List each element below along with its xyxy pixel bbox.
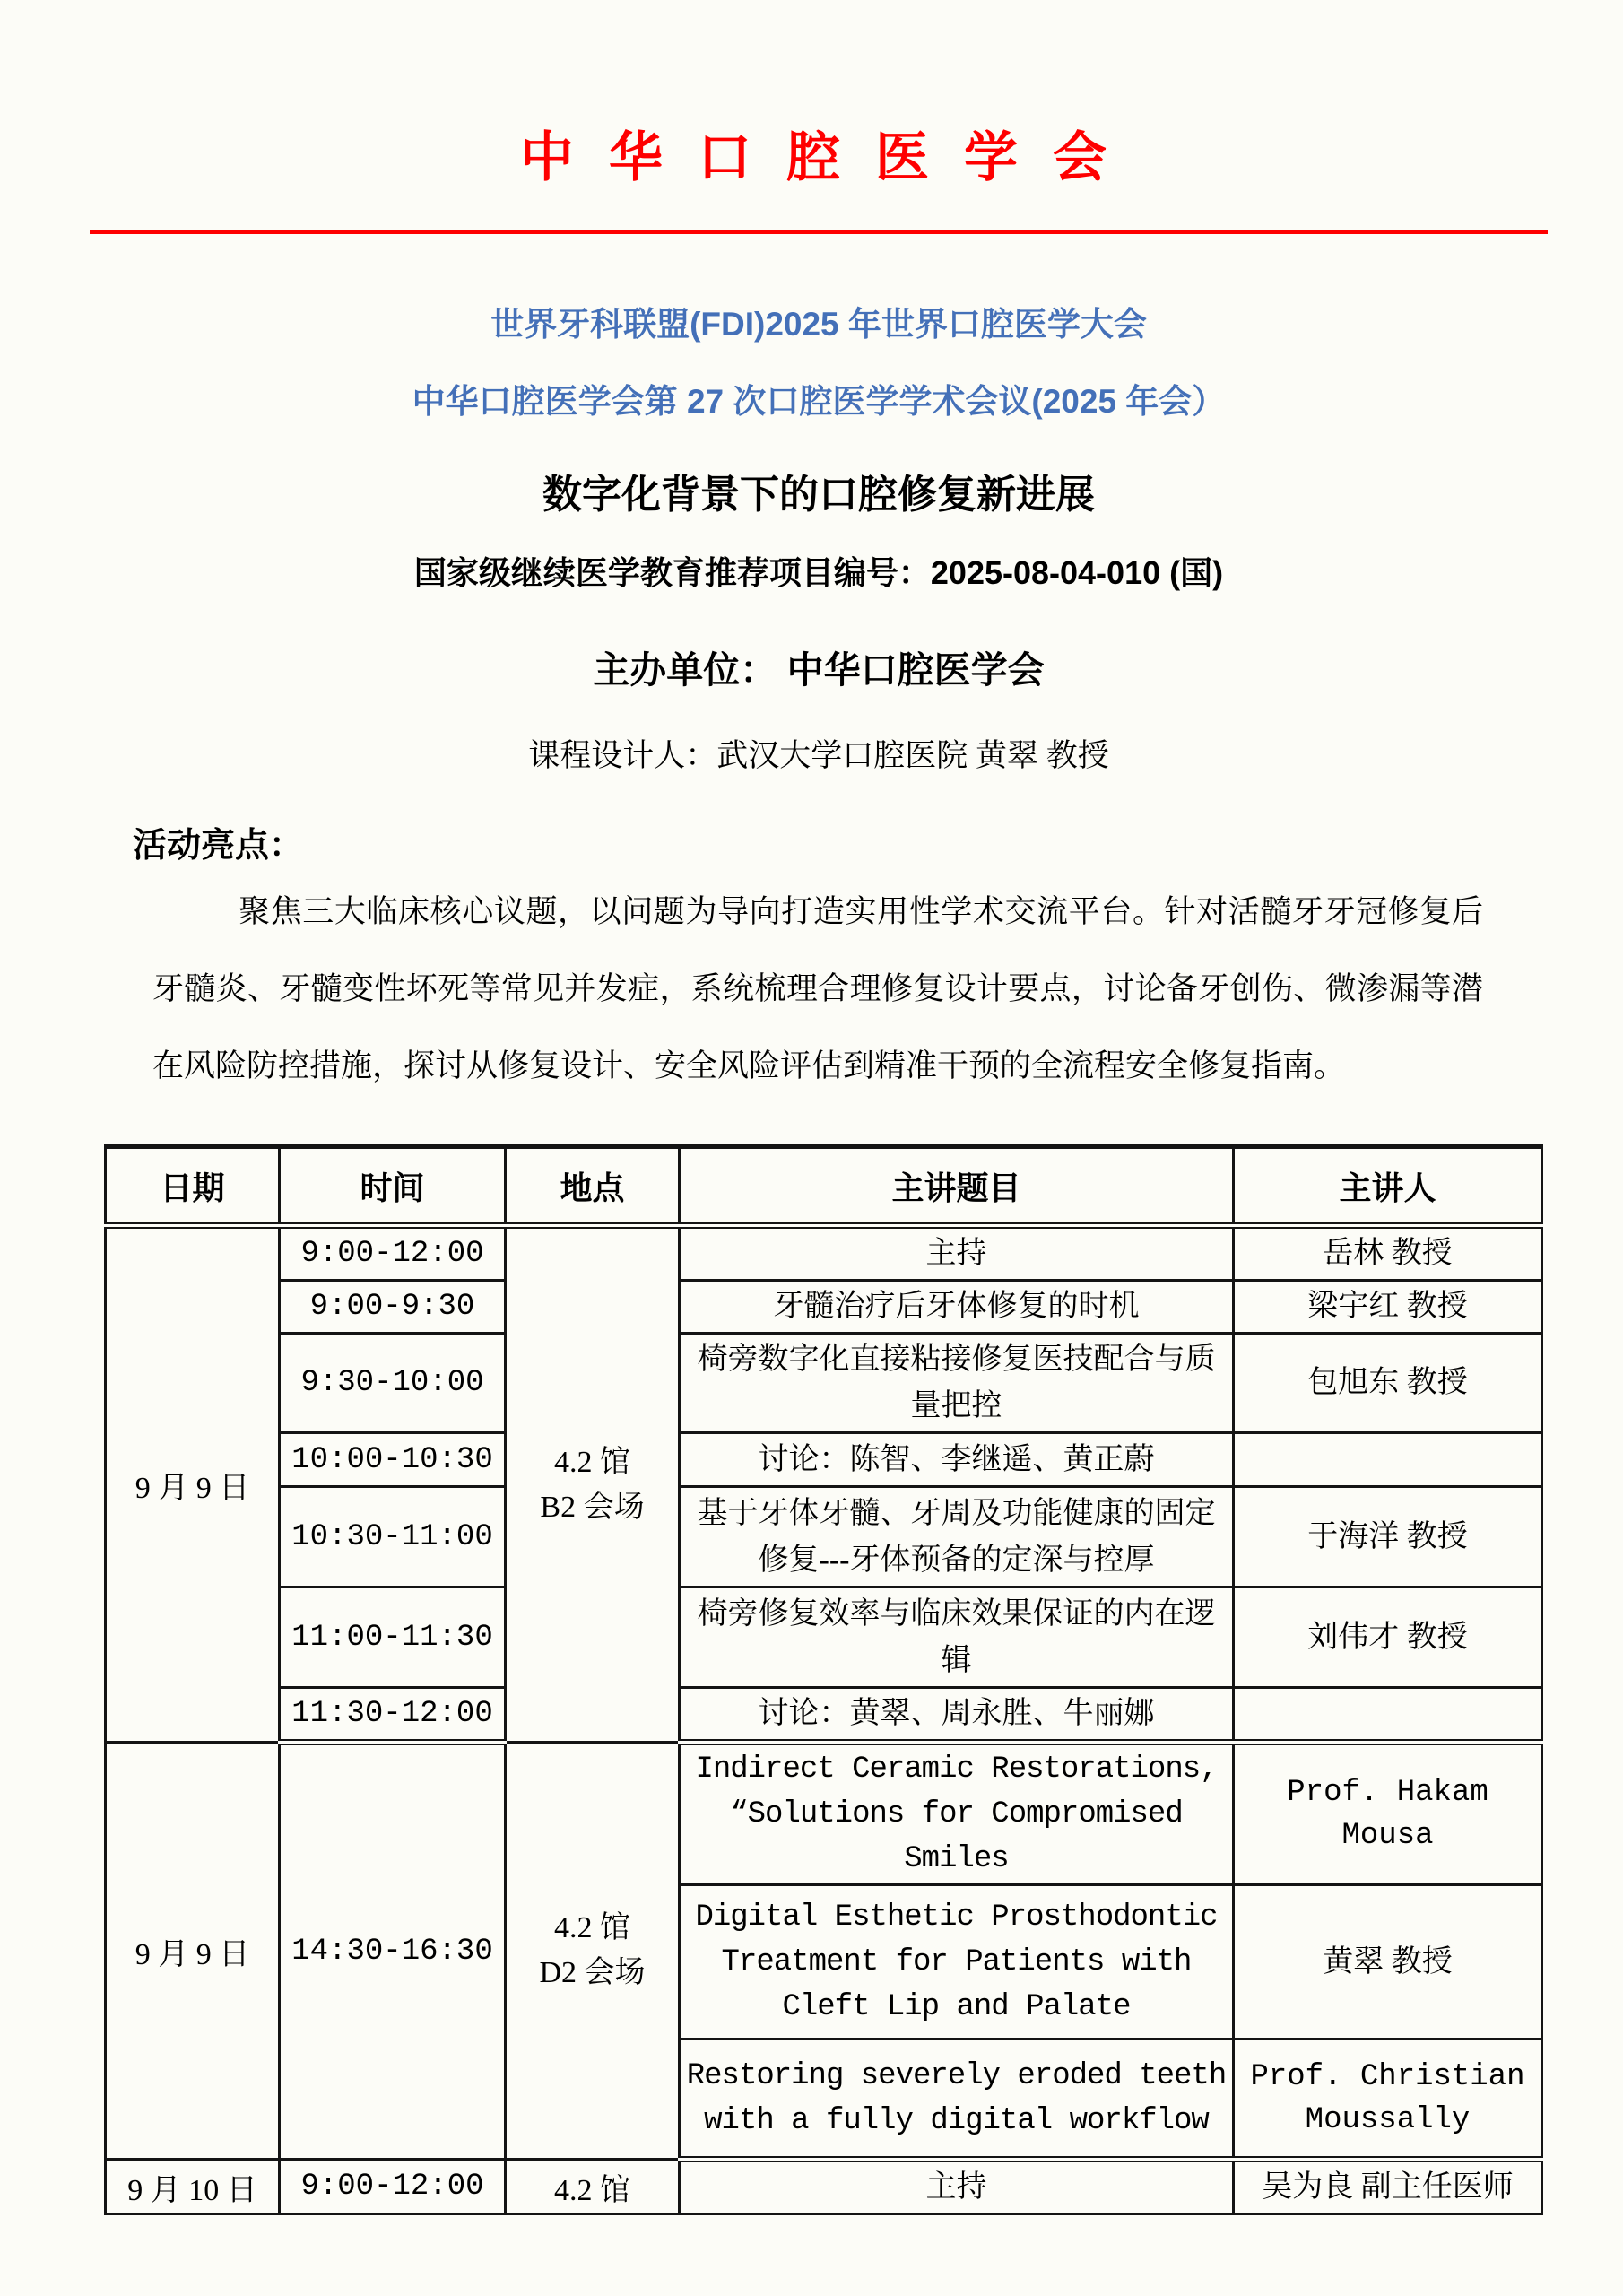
- speaker-cell: 岳林 教授: [1234, 1226, 1542, 1281]
- topic-cell: Digital Esthetic Prosthodontic Treatment for Patients with Cleft Lip and Palate: [680, 1885, 1234, 2039]
- speaker-cell: [1234, 1433, 1542, 1487]
- location-cell: 4.2 馆: [506, 2160, 680, 2214]
- speaker-cell: 黄翠 教授: [1234, 1885, 1542, 2039]
- course-title: 数字化背景下的口腔修复新进展: [542, 473, 1095, 517]
- speaker-cell: Prof. Hakam Mousa: [1234, 1743, 1542, 1885]
- schedule-table: [104, 1144, 1543, 2215]
- host-organization-line: 主办单位： 中华口腔医学会: [593, 649, 1045, 691]
- column-header-date: 日期: [106, 1147, 280, 1226]
- topic-cell: 基于牙体牙髓、牙周及功能健康的固定修复---牙体预备的定深与控厚: [680, 1487, 1234, 1587]
- course-designer-line: 课程设计人：武汉大学口腔医院 黄翠 教授: [528, 738, 1109, 773]
- speaker-cell: [1234, 1688, 1542, 1743]
- location-room: D2 会场: [539, 1956, 646, 1989]
- red-divider-rule: [90, 230, 1548, 234]
- location-room: B2 会场: [540, 1490, 645, 1524]
- time-cell: 10:30-11:00: [280, 1487, 506, 1587]
- location-hall: 4.2 馆: [554, 1911, 630, 1944]
- topic-cell: 牙髓治疗后牙体修复的时机: [680, 1281, 1234, 1334]
- time-cell: 9:00-12:00: [280, 2160, 506, 2214]
- time-cell: 9:30-10:00: [280, 1334, 506, 1433]
- table-row: [106, 1281, 1542, 1334]
- table-row: [106, 2160, 1542, 2214]
- speaker-cell: 刘伟才 教授: [1234, 1587, 1542, 1688]
- date-cell: 9 月 9 日: [106, 1743, 280, 2160]
- topic-cell: 主持: [680, 1226, 1234, 1281]
- location-cell: [506, 1226, 680, 1743]
- table-row: [106, 1487, 1542, 1587]
- table-row: [106, 1226, 1542, 1281]
- topic-cell: 椅旁修复效率与临床效果保证的内在逻辑: [680, 1587, 1234, 1688]
- table-row: [106, 1334, 1542, 1433]
- highlights-paragraph: 聚焦三大临床核心议题，以问题为导向打造实用性学术交流平台。针对活髓牙牙冠修复后牙髓炎、牙髓变性坏死等常见并发症，系统梳理合理修复设计要点，讨论备牙创伤、微渗漏等潜在风险防控措施，探讨从修复设计、安全风险评估到精准干预的全流程安全修复指南。: [152, 894, 1483, 1083]
- topic-cell: Restoring severely eroded teeth with a fully digital workflow: [680, 2039, 1234, 2160]
- location-hall: 4.2 馆: [554, 1445, 630, 1479]
- table-header-row: [106, 1147, 1542, 1226]
- conference-subtitle: 中华口腔医学会第 27 次口腔医学学术会议(2025 年会）: [412, 383, 1226, 420]
- speaker-cell: 包旭东 教授: [1234, 1334, 1542, 1433]
- time-cell: 9:00-12:00: [280, 1226, 506, 1281]
- speaker-cell: 梁宇红 教授: [1234, 1281, 1542, 1334]
- column-header-time: 时间: [280, 1147, 506, 1226]
- highlights-heading: 活动亮点：: [133, 827, 304, 865]
- topic-cell: Indirect Ceramic Restorations, “Solutions for Compromised Smiles: [680, 1743, 1234, 1885]
- time-cell: 9:00-9:30: [280, 1281, 506, 1334]
- speaker-cell: 于海洋 教授: [1234, 1487, 1542, 1587]
- column-header-location: 地点: [506, 1147, 680, 1226]
- table-row: [106, 1433, 1542, 1487]
- time-cell: 14:30-16:30: [280, 1743, 506, 2160]
- congress-subtitle: 世界牙科联盟(FDI)2025 年世界口腔医学大会: [490, 306, 1147, 343]
- column-header-speaker: 主讲人: [1234, 1147, 1542, 1226]
- table-row: [106, 1743, 1542, 1885]
- topic-cell: 主持: [680, 2160, 1234, 2214]
- project-number-line: 国家级继续医学教育推荐项目编号：2025-08-04-010 (国): [413, 554, 1224, 591]
- column-header-topic: 主讲题目: [680, 1147, 1234, 1226]
- organization-title: 中 华 口 腔 医 学 会: [520, 128, 1117, 187]
- time-cell: 11:00-11:30: [280, 1587, 506, 1688]
- topic-cell: 椅旁数字化直接粘接修复医技配合与质量把控: [680, 1334, 1234, 1433]
- topic-cell: 讨论：黄翠、周永胜、牛丽娜: [680, 1688, 1234, 1743]
- time-cell: 10:00-10:30: [280, 1433, 506, 1487]
- time-cell: 11:30-12:00: [280, 1688, 506, 1743]
- location-cell: [506, 1743, 680, 2160]
- topic-cell: 讨论：陈智、李继遥、黄正蔚: [680, 1433, 1234, 1487]
- table-row: [106, 1587, 1542, 1688]
- speaker-cell: Prof. Christian Moussally: [1234, 2039, 1542, 2160]
- table-row: [106, 1688, 1542, 1743]
- date-cell: 9 月 9 日: [106, 1226, 280, 1743]
- date-cell: 9 月 10 日: [106, 2160, 280, 2214]
- speaker-cell: 吴为良 副主任医师: [1234, 2160, 1542, 2214]
